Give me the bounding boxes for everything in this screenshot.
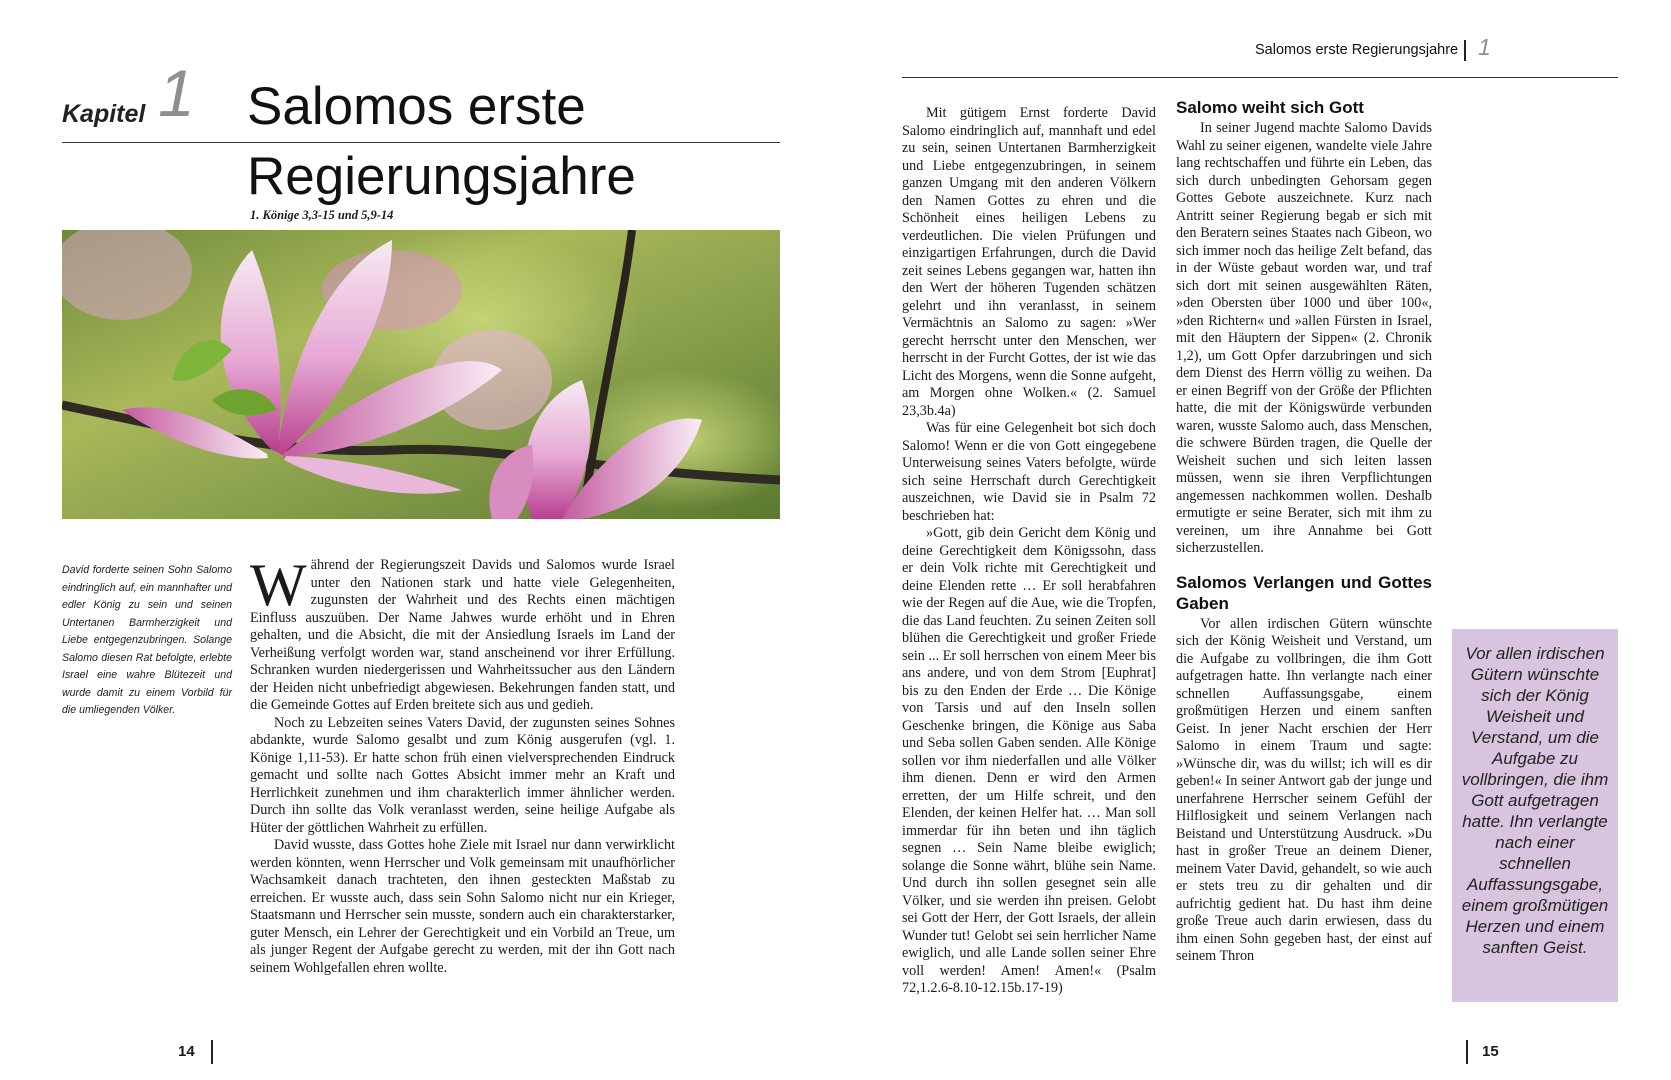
title-rule [62, 142, 780, 143]
page-number-right: 15 [1482, 1043, 1499, 1060]
paragraph: Mit gütigem Ernst forderte David Salomo eindringlich auf, mannhaft und edel zu sein, seinen Untertanen Barmherzigkeit und Liebe entgegenzubringen, in seinem ganzen Umgang mit den anderen Völkern den Namen Gottes zu ehren und die Schönheit eines heiligen Lebens zu verdeutlichen. Die vielen Prüfungen und einzigartigen Erfahrungen, durch die David zeit seines Lebens gegangen war, hatten ihn den Wert der höheren Tugenden schätzen gelehrt und ihn veranlasst, in seinem Vermächtnis an Salomo zu sagen: »Wer gerecht herrscht unter den Menschen, wer herrscht in der Furcht Gottes, der ist wie das Licht des Morgens, wenn die Sonne aufgeht, am Morgen ohne Wolken.« (2. Samuel 23,3b.4a) [902, 105, 1156, 419]
paragraph [250, 552, 675, 715]
paragraph: In seiner Jugend machte Salomo Davids Wahl zu seiner eigenen, wandelte viele Jahre lang rechtschaffen und führte ein Leben, das sich durch unbedingten Gehorsam gegen Gottes Gebote auszeichnete. Kurz nach Antritt seiner Regierung begab er sich mit den Beratern seines Staates nach Gibeon, wo sich immer noch das heilige Zelt befand, das in der Wüste gebaut worden war, und traf sich dort mit seinen ausgewählten Räten, »den Obersten über 1000 und über 100«, »den Richtern« und »allen Fürsten in Israel, mit den Häuptern der Sippen« (2. Chronik 1,2), um Gott Opfer darzubringen und sich dem Dienst des Herrn völlig zu weihen. Da er einen Begriff von der Größe der Pflichten hatte, die mit der Königswürde verbunden waren, wusste Salomo auch, dass Menschen, die schwere Bürden tragen, die Quelle der Weisheit suchen und sich leiten lassen müssen, wenn sie ihren Verpflichtungen angemessen nachkommen wollen. Deshalb ermutigte er seine Berater, sich mit ihm zu vereinen, um ihre Annahme bei Gott sicherzustellen. [1176, 120, 1432, 556]
header-rule [902, 77, 1618, 78]
paragraph: Vor allen irdischen Gütern wünschte sich der König Weisheit und Verstand, um die Aufgabe zu vollbringen, die ihm Gott aufgetragen hatte. Ihn verlangte nach einer schnellen Auffassungsgabe, einem großmütigen Herzen und einem sanften Geist. In jener Nacht erschien der Herr Salomo in einem Traum und sagte: »Wünsche dir, was du willst; ich will es dir geben!« In seiner Antwort gab der junge und unerfahrene Herrscher seinem Gefühl der Hilflosigkeit und seinem Verlangen nach Beistand und Unterstützung Ausdruck. »Du hast in großer Treue an deinem Diener, meinem Vater David, gehandelt, so wie auch er stets treu zu dir gehalten und dir aufrichtig gedient hat. Du hast ihm deine große Treue auch darin erwiesen, dass du ihm einen Sohn gegeben hast, der einst auf seinem Thron [1176, 615, 1432, 964]
photo-caption: David forderte seinen Sohn Salomo eindringlich auf, ein mannhafter und edler König zu sein und seinen Untertanen Barmherzigkeit und Liebe entgegenzubringen. Solange Salomo diesen Rat befolgte, erlebte Israel eine wahre Blütezeit und wurde damit zu einem Vorbild für die umliegenden Völker. [62, 564, 232, 716]
running-chapter-number: 1 [1478, 34, 1491, 60]
paragraph: David wusste, dass Gottes hohe Ziele mit Israel nur dann verwirklicht werden könnten, wenn Herrscher und Volk gemeinsam mit unaufhörlicher Wachsamkeit danach trachteten, den ihnen gesteckten Maßstab zu erreichen. Er wusste auch, dass sein Sohn Salomo nicht nur ein Krieger, Staatsmann und Herrscher sein musste, sondern auch ein charakterstarker, guter Mensch, ein Lehrer der Gerechtigkeit und ein Vorbild an Treue, um als junger Regent der Aufgabe gerecht zu werden, mit der ihn Gott nach seinem Wohlgefallen ehren wollte. [250, 837, 675, 976]
running-head: Salomos erste Regierungsjahre [1255, 42, 1459, 58]
kapitel-label: Kapitel [62, 100, 146, 128]
pull-quote-box [1452, 629, 1618, 1002]
drop-cap: W [250, 552, 307, 618]
chapter-title: Salomos erste Regierungsjahre [247, 77, 636, 206]
folio-bar [1466, 1040, 1468, 1064]
folio-bar [211, 1040, 213, 1064]
paragraph-text: ährend der Regierungszeit Davids und Salomos wurde Israel unter den Nationen stark und hatte viele Gelegenheiten, zugunsten der Wahrheit und des Rechts einen mächtigen Einfluss auszuüben. Der Name Jahwes wurde erhöht und in Ehren gehalten, und die Absicht, die mit der Ansiedlung Israels im Land der Verheißung verfolgt worden war, stand anscheinend vor ihrer Erfüllung. Schranken wurden niedergerissen und Wahrheitssucher aus den Ländern der Heiden nicht unbefriedigt abgewiesen. Bekehrungen fanden statt, und die Gemeinde Gottes auf Erden breitete sich aus und gedieh. [250, 557, 675, 713]
chapter-number: 1 [158, 56, 195, 130]
paragraph: Noch zu Lebzeiten seines Vaters David, der zugunsten seines Sohnes abdankte, wurde Salomo gesalbt und zum König ausgerufen (vgl. 1. Könige 1,11-53). Er hatte schon früh einen vielversprechenden Eindruck gemacht und sollte nach Gottes Absicht immer mehr an Kraft und Herrlichkeit zunehmen und ihm charakterlich immer ähnlicher werden. Durch ihn sollte das Volk veranlasst werden, seine heilige Aufgabe als Hüter der göttlichen Wahrheit zu erfüllen. [250, 714, 675, 836]
subheading: Salomo weiht sich Gott [1176, 98, 1364, 117]
right-column-1 [902, 105, 1156, 998]
bible-reference: 1. Könige 3,3-15 und 5,9-14 [250, 208, 394, 222]
magnolia-photo [62, 230, 780, 519]
paragraph: »Gott, gib dein Gericht dem König und deine Gerechtigkeit dem Königssohn, dass er dein Volk richte mit Gerechtigkeit und deine Elenden rette … Er soll herabfahren wie der Regen auf die Aue, wie die Tropfen, die das Land feuchten. Zu seinen Zeiten soll blühen die Gerechtigkeit und großer Friede sein ... Er soll herrschen von einem Meer bis ans andere, und von dem Strom [Euphrat] bis zu den Enden der Erde … Die Könige von Tarsis und auf den Inseln sollen Geschenke bringen, die Könige aus Saba und Seba sollen Gaben senden. Alle Könige sollen vor ihm niederfallen und alle Völker ihm dienen. Denn er wird den Armen erretten, der um Hilfe schreit, und den Elenden, der keinen Helfer hat. … Man soll immerdar für ihn beten und ihn täglich segnen … Sein Name bleibe ewiglich; solange die Sonne währt, blühe sein Name. Und durch ihn sollen gesegnet sein alle Völker, und sie werden ihn preisen. Gelobt sei Gott der Herr, der Gott Israels, der allein Wunder tut! Gelobt sei sein herrlicher Name ewiglich, und alle Lande sollen seiner Ehre voll werden! Amen! Amen!« (Psalm 72,1.2.6-8.10-12.15b.17-19) [902, 525, 1156, 996]
pull-quote-text: Vor allen irdischen Gütern wünschte sich der König Weisheit und Verstand, um die Aufgabe zu vollbringen, die ihm Gott aufgetragen hatte. Ihn verlangte nach einer schnellen Auffassungsgabe, einem großmütigen Herzen und einem sanften Geist. [1461, 644, 1609, 957]
left-body-text [250, 552, 675, 977]
subheading: Salomos Verlangen und Gottes Gaben [1176, 572, 1432, 613]
page-number-left: 14 [178, 1043, 195, 1060]
right-column-2 [1176, 97, 1432, 966]
running-head-bar [1464, 40, 1466, 61]
paragraph: Was für eine Gelegenheit bot sich doch Salomo! Wenn er die von Gott eingegebene Unterweisung seines Vaters befolgte, würde sich seine Herrschaft durch Gerechtigkeit auszeichnen, wie David sie in Psalm 72 beschrieben hat: [902, 420, 1156, 524]
